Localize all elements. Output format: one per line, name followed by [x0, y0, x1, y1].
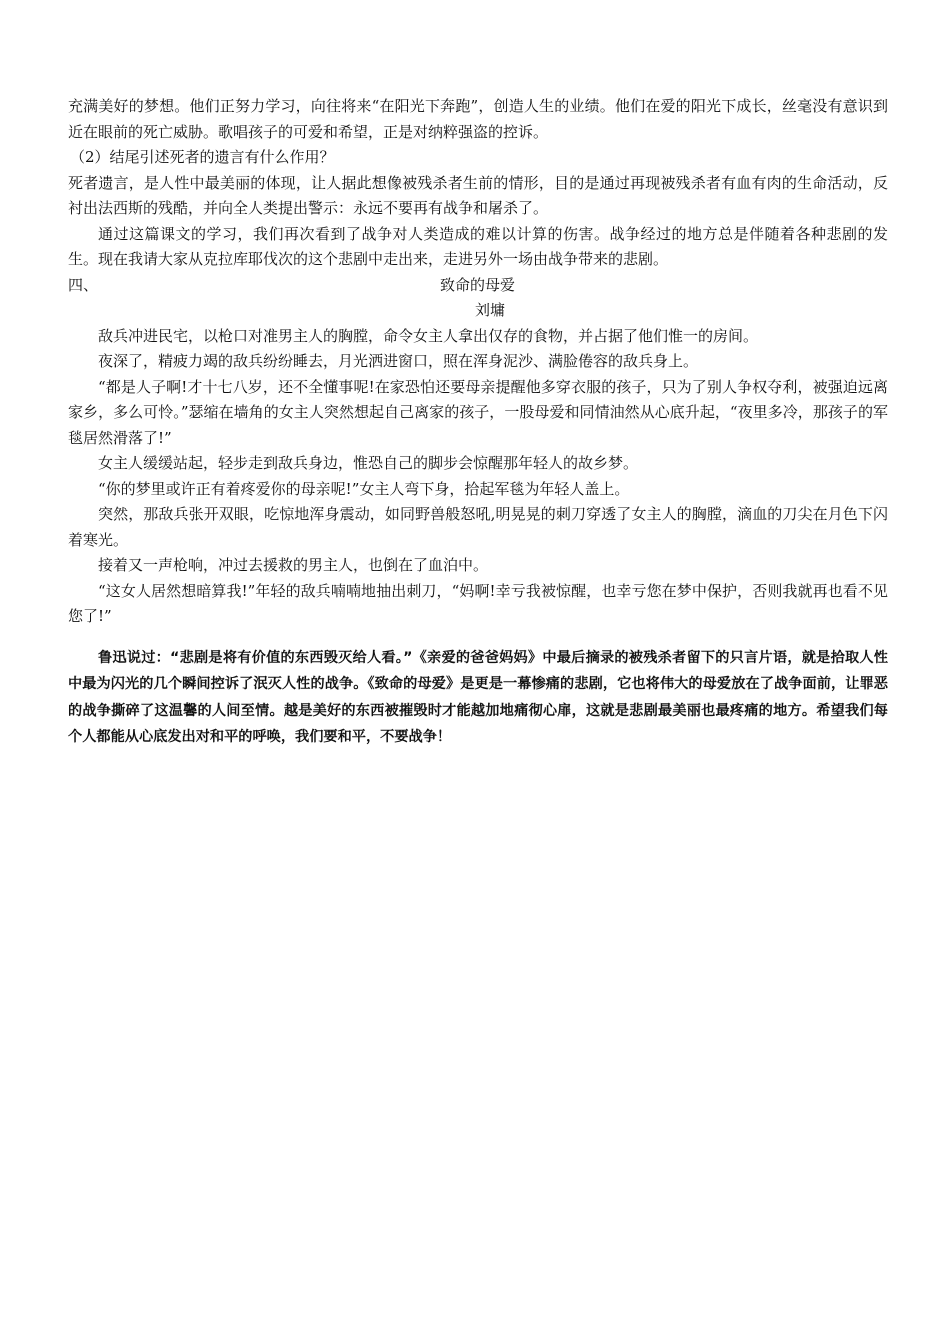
story-author: 刘墉 — [475, 301, 506, 319]
document-page — [68, 94, 888, 751]
summary-paragraph: 鲁迅说过：“悲剧是将有价值的东西毁灭给人看。”《亲爱的爸爸妈妈》中最后摘录的被残杀者留下的只言片语，就是拾取人性中最为闪光的几个瞬间控诉了泯灭人性的战争。《致命的母爱》是更是一幕惨痛的悲剧，它也将伟大的母爱放在了战争面前，让罪恶的战争撕碎了这温馨的人间至情。越是美好的东西被摧毁时才能越加地痛彻心扉，这就是悲剧最美丽也最疼痛的地方。希望我们每个人都能从心底发出对和平的呼唤，我们要和平，不要战争！ — [68, 649, 888, 745]
intro-paragraph: 充满美好的梦想。他们正努力学习，向往将来“在阳光下奔跑”，创造人生的业绩。他们在爱的阳光下成长，丝毫没有意识到近在眼前的死亡威胁。歌唱孩子的可爱和希望，正是对纳粹强盗的控诉。 — [68, 97, 888, 141]
story-paragraph: 女主人缓缓站起，轻步走到敌兵身边，惟恐自己的脚步会惊醒那年轻人的故乡梦。 — [98, 454, 639, 472]
story-paragraph: “你的梦里或许正有着疼爱你的母亲呢!”女主人弯下身，拾起军毯为年轻人盖上。 — [98, 479, 630, 498]
story-paragraph: “这女人居然想暗算我!”年轻的敌兵喃喃地抽出刺刀，“妈啊!幸亏我被惊醒，也幸亏您在梦中保护，否则我就再也看不见您了!” — [68, 581, 888, 625]
section-heading — [68, 273, 888, 299]
question-2: （2）结尾引述死者的遗言有什么作用？ — [70, 148, 335, 166]
story-paragraph: “都是人子啊!才十七八岁，还不全懂事呢!在家恐怕还要母亲提醒他多穿衣服的孩子，只为了别人争权夺利，被强迫远离家乡，多么可怜。”瑟缩在墙角的女主人突然想起自己离家的孩子，一股母爱和同情油然从心底升起，“夜里多冷，那孩子的军毯居然滑落了!” — [68, 377, 888, 447]
story-paragraph: 夜深了，精疲力竭的敌兵纷纷睡去，月光洒进窗口，照在浑身泥沙、满脸倦容的敌兵身上。 — [98, 352, 699, 370]
story-title: 致命的母爱 — [440, 275, 516, 294]
section-number: 四、 — [68, 275, 99, 294]
story-paragraph: 敌兵冲进民宅，以枪口对准男主人的胸膛，命令女主人拿出仅存的食物，并占据了他们惟一的房间。 — [98, 326, 759, 345]
story-paragraph: 突然，那敌兵张开双眼，吃惊地浑身震动，如同野兽般怒吼,明晃晃的刺刀穿透了女主人的胸膛，滴血的刀尖在月色下闪着寒光。 — [68, 505, 888, 549]
story-paragraph: 接着又一声枪响，冲过去援救的男主人，也倒在了血泊中。 — [98, 556, 489, 574]
answer-2: 死者遗言，是人性中最美丽的体现，让人据此想像被残杀者生前的情形，目的是通过再现被残杀者有血有肉的生命活动，反衬出法西斯的残酷，并向全人类提出警示：永远不要再有战争和屠杀了。 — [68, 173, 888, 217]
transition-paragraph: 通过这篇课文的学习，我们再次看到了战争对人类造成的难以计算的伤害。战争经过的地方总是伴随着各种悲剧的发生。现在我请大家从克拉库耶伐次的这个悲剧中走出来，走进另外一场由战争带来的悲剧。 — [68, 224, 888, 268]
